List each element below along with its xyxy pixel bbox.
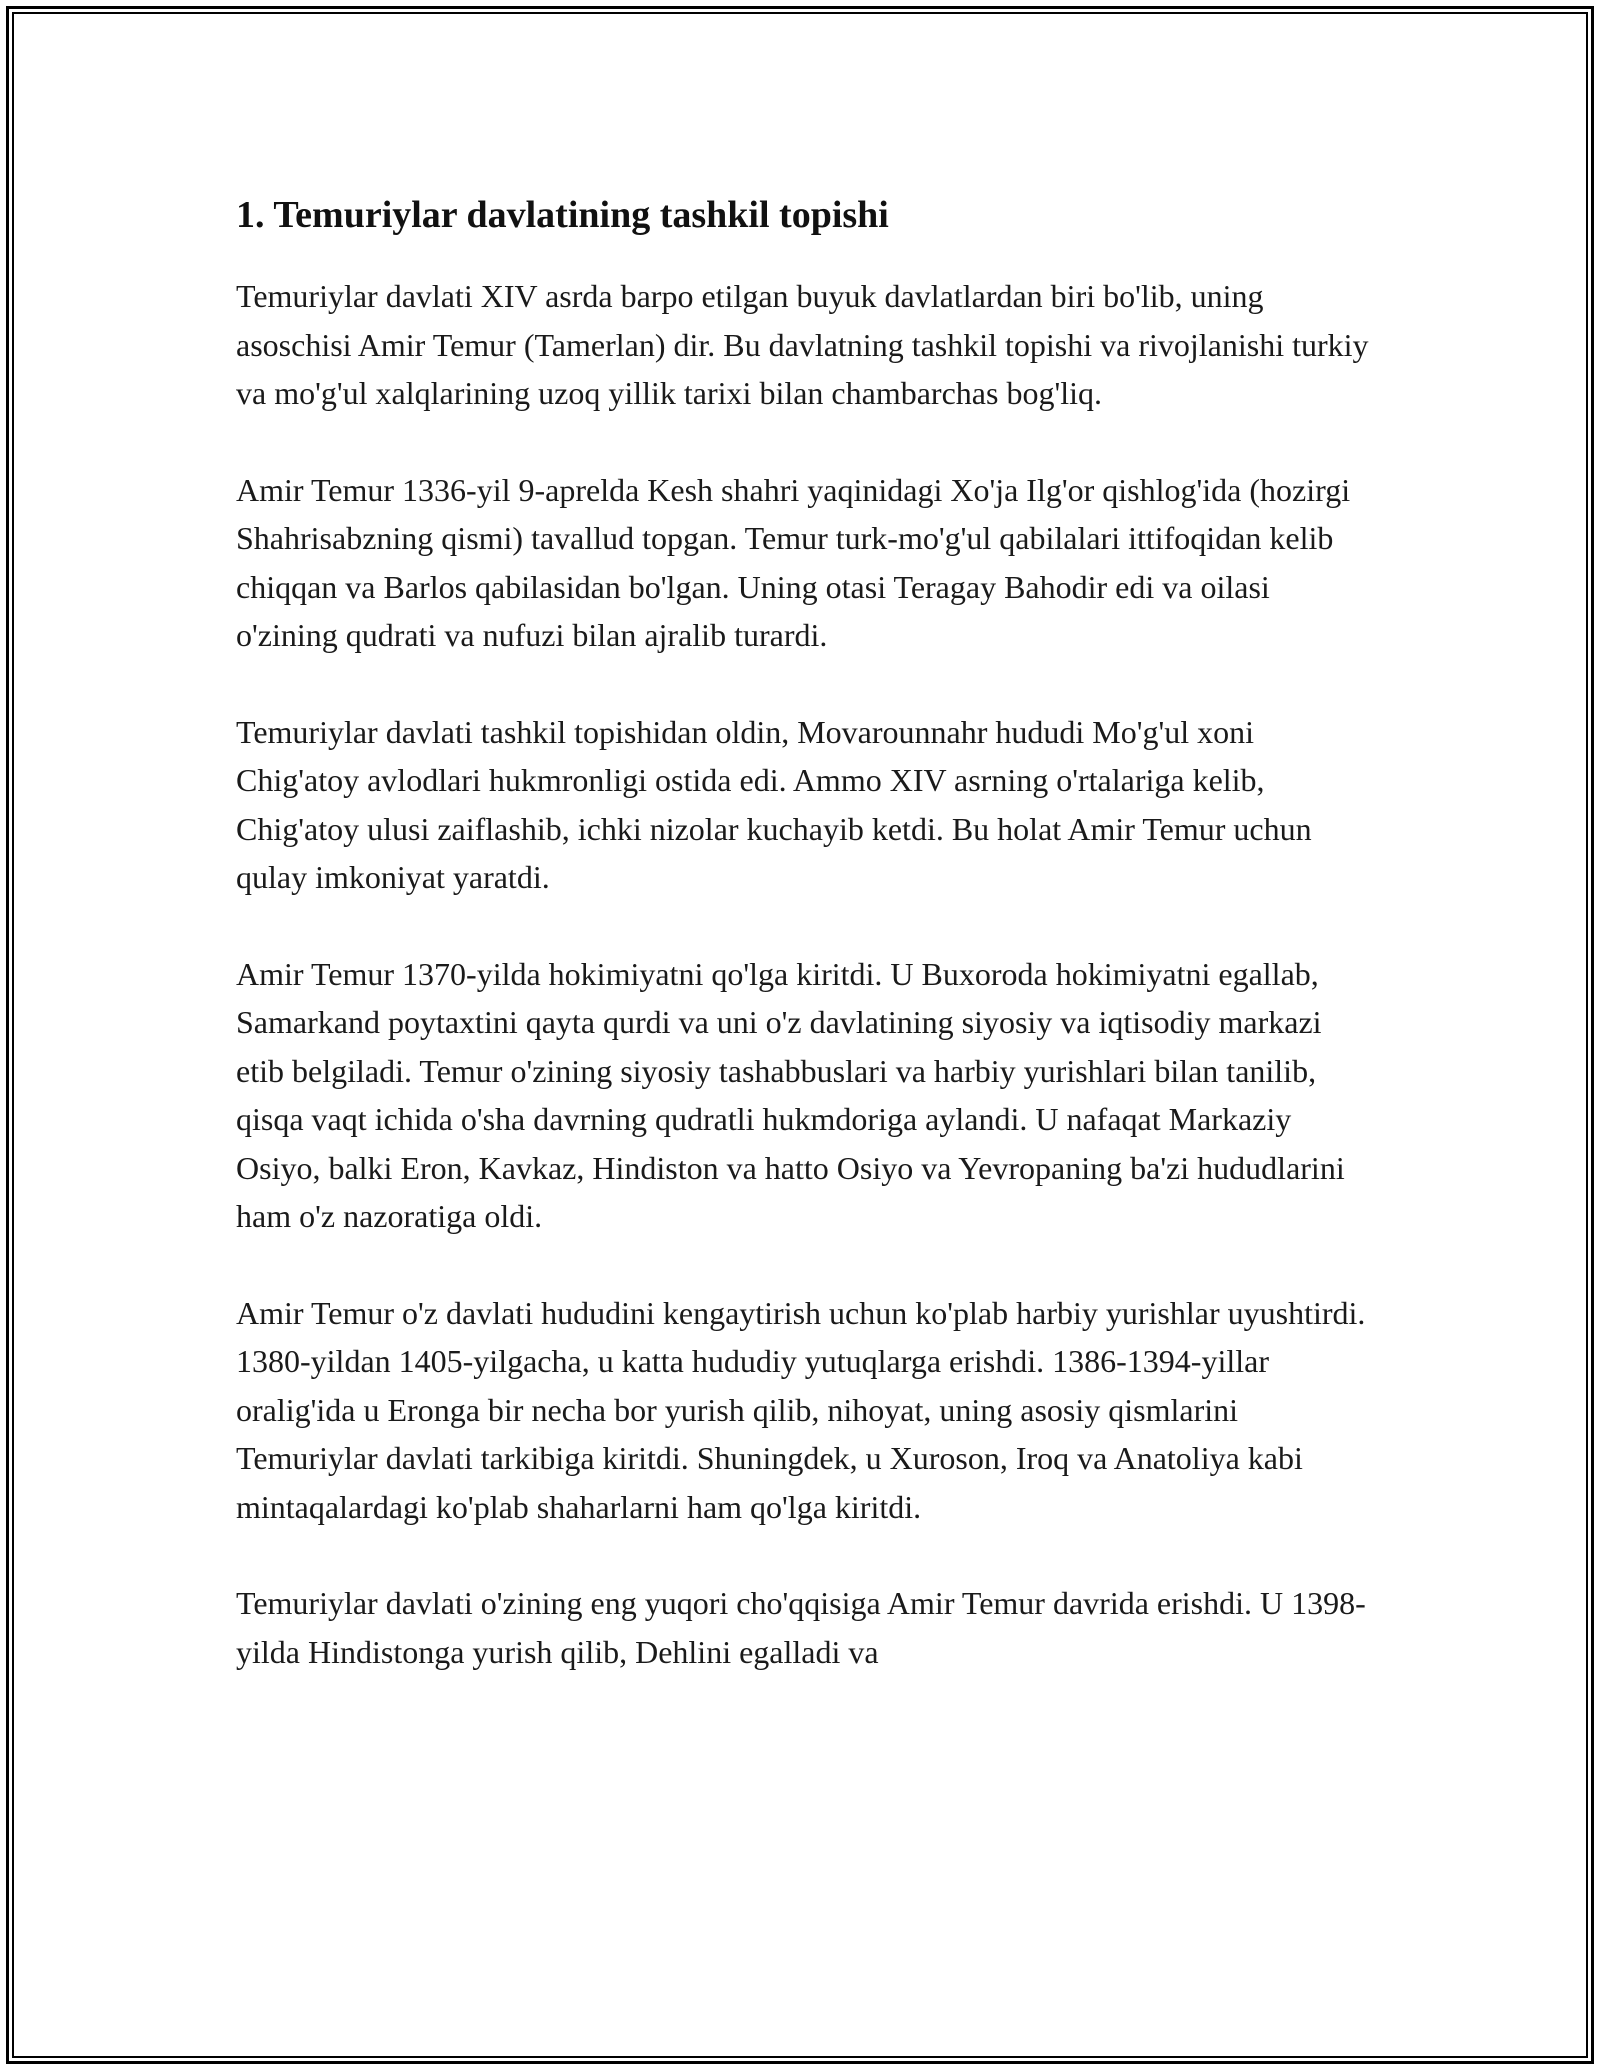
paragraph-3: Temuriylar davlati tashkil topishidan oldin, Movarounnahr hududi Mo'g'ul xoni Chig'atoy avlodlari hukmronligi ostida edi. Ammo XIV asrning o'rtalariga kelib, Chig'atoy ulusi zaiflashib, ichki nizolar kuchayib ketdi. Bu holat Amir Temur uchun qulay imkoniyat yaratdi.: [236, 713, 1312, 895]
paragraph-2: Amir Temur 1336-yil 9-aprelda Kesh shahri yaqinidagi Xo'ja Ilg'or qishlog'ida (hozirgi Shahrisabzning qismi) tavallud topgan. Temur turk-mo'g'ul qabilalari ittifoqidan kelib chiqqan va Barlos qabilasidan bo'lgan. Uning otasi Teragay Bahodir edi va oilasi o'zining qudrati va nufuzi bilan ajralib turardi.: [236, 471, 1351, 653]
paragraph-4: Amir Temur 1370-yilda hokimiyatni qo'lga kiritdi. U Buxoroda hokimiyatni egallab, Samarkand poytaxtini qayta qurdi va uni o'z davlatining siyosiy va iqtisodiy markazi etib belgiladi. Temur o'zining siyosiy tashabbuslari va harbiy yurishlari bilan tanilib, qisqa vaqt ichida o'sha davrning qudratli hukmdoriga aylandi. U nafaqat Markaziy Osiyo, balki Eron, Kavkaz, Hindiston va hatto Osiyo va Yevropaning ba'zi hududlarini ham o'z nazoratiga oldi.: [236, 955, 1345, 1234]
document-body: [236, 188, 1376, 1724]
paragraph-5: Amir Temur o'z davlati hududini kengaytirish uchun ko'plab harbiy yurishlar uyushtirdi. 1380-yildan 1405-yilgacha, u katta hududiy yutuqlarga erishdi. 1386-1394-yillar oralig'ida u Eronga bir necha bor yurish qilib, nihoyat, uning asosiy qismlarini Temuriylar davlati tarkibiga kiritdi. Shuningdek, u Xuroson, Iroq va Anatoliya kabi mintaqalardagi ko'plab shaharlarni ham qo'lga kiritdi.: [236, 1294, 1366, 1525]
paragraph-6: Temuriylar davlati o'zining eng yuqori cho'qqisiga Amir Temur davrida erishdi. U 1398-yilda Hindistonga yurish qilib, Dehlini egalladi va: [236, 1585, 1366, 1670]
paragraph-1: Temuriylar davlati XIV asrda barpo etilgan buyuk davlatlardan biri bo'lib, uning asoschisi Amir Temur (Tamerlan) dir. Bu davlatning tashkil topishi va rivojlanishi turkiy va mo'g'ul xalqlarining uzoq yillik tarixi bilan chambarchas bog'liq.: [236, 278, 1369, 411]
page-title: 1. Temuriylar davlatining tashkil topishi: [236, 194, 889, 236]
